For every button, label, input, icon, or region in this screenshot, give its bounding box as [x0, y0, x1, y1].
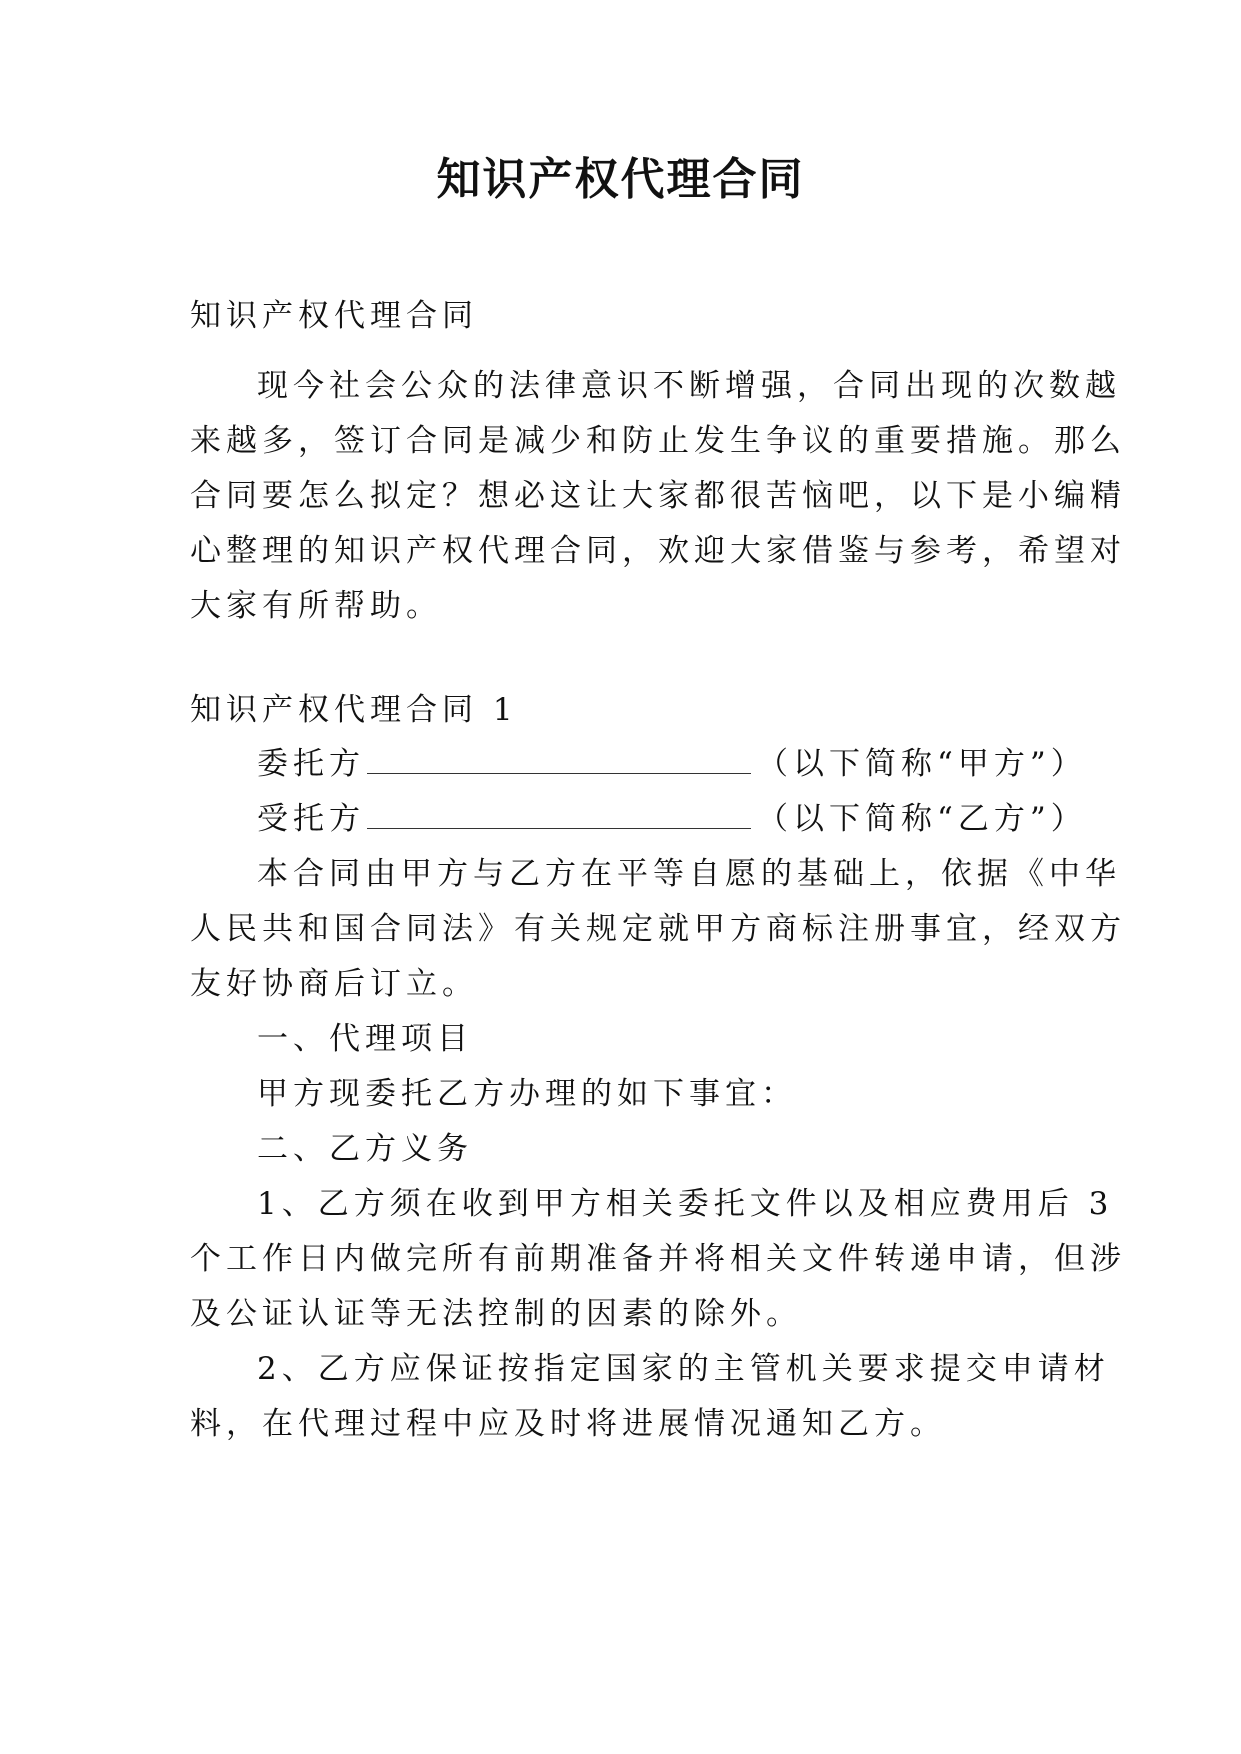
intro-line: 大家有所帮助。	[190, 588, 442, 624]
body-line: 1、乙方须在收到甲方相关委托文件以及相应费用后 3	[257, 1186, 1114, 1222]
document-title: 知识产权代理合同	[436, 154, 805, 205]
body-line: 个工作日内做完所有前期准备并将相关文件转递申请，但涉	[190, 1241, 1126, 1277]
intro-line: 合同要怎么拟定？想必这让大家都很苦恼吧，以下是小编精	[190, 478, 1126, 514]
body-line: 本合同由甲方与乙方在平等自愿的基础上，依据《中华	[257, 856, 1121, 892]
intro-line: 现今社会公众的法律意识不断增强，合同出现的次数越	[257, 368, 1121, 404]
party-a-blank	[367, 747, 751, 774]
party-b-line	[257, 799, 1087, 839]
party-a-line	[257, 744, 1087, 784]
party-a-label: 委托方	[257, 746, 365, 782]
clause-heading: 二、乙方义务	[257, 1131, 473, 1167]
intro-line: 来越多，签订合同是减少和防止发生争议的重要措施。那么	[190, 423, 1126, 459]
body-line: 料，在代理过程中应及时将进展情况通知乙方。	[190, 1406, 946, 1442]
body-line: 友好协商后订立。	[190, 966, 478, 1002]
body-line: 人民共和国合同法》有关规定就甲方商标注册事宜，经双方	[190, 911, 1126, 947]
party-a-suffix: （以下简称“甲方”）	[757, 746, 1087, 782]
body-line: 及公证认证等无法控制的因素的除外。	[190, 1296, 802, 1332]
clause-heading: 一、代理项目	[257, 1021, 473, 1057]
party-b-label: 受托方	[257, 801, 365, 837]
intro-line: 心整理的知识产权代理合同，欢迎大家借鉴与参考，希望对	[190, 533, 1126, 569]
body-line: 2、乙方应保证按指定国家的主管机关要求提交申请材	[257, 1351, 1110, 1387]
section-heading: 知识产权代理合同 1	[190, 692, 518, 728]
body-line: 甲方现委托乙方办理的如下事宜：	[257, 1076, 797, 1112]
party-b-suffix: （以下简称“乙方”）	[757, 801, 1087, 837]
document-subtitle: 知识产权代理合同	[190, 298, 478, 334]
party-b-blank	[367, 802, 751, 829]
